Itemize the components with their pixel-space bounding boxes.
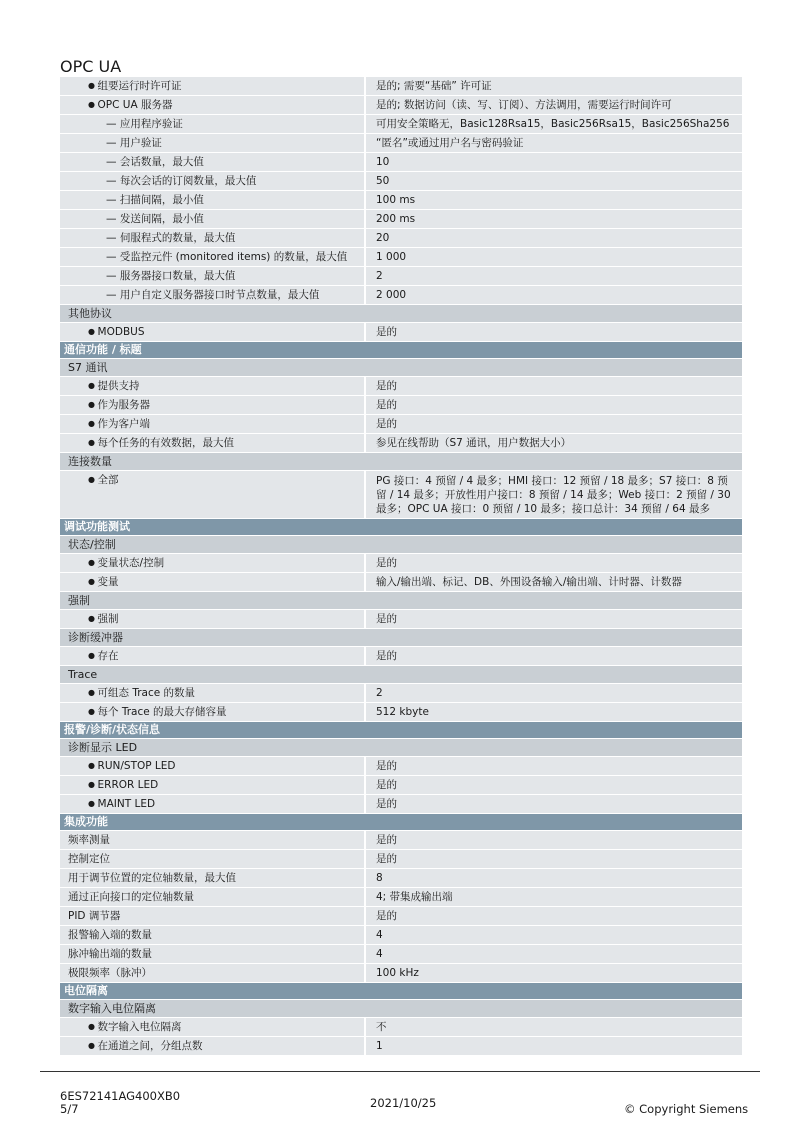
spec-value: PG 接口：4 预留 / 4 最多；HMI 接口：12 预留 / 18 最多；S7 接口：8 预留 / 14 最多；开放性用户接口：8 预留 / 14 最多；Web 接口：2 预留 / 30 最多；OPC UA 接口：0 预留 / 10 最多；接口总计：34 预留 / 64 最多 bbox=[376, 475, 731, 515]
spec-value: 2 bbox=[376, 687, 383, 699]
spec-label: — 服务器接口数量，最大值 bbox=[60, 267, 366, 285]
spec-row bbox=[60, 115, 742, 134]
spec-value: 200 ms bbox=[376, 213, 416, 225]
spec-value: 2 bbox=[376, 270, 383, 282]
subsection-header: 诊断缓冲器 bbox=[60, 629, 742, 647]
spec-value: 100 ms bbox=[376, 194, 416, 206]
spec-row bbox=[60, 757, 742, 776]
spec-row bbox=[60, 573, 742, 592]
spec-label: ● 变量 bbox=[60, 573, 366, 591]
spec-value: 输入/输出端、标记、DB、外围设备输入/输出端、计时器、计数器 bbox=[376, 576, 682, 588]
spec-row bbox=[60, 434, 742, 453]
spec-value: “匿名”或通过用户名与密码验证 bbox=[376, 137, 524, 149]
spec-label: ● 变量状态/控制 bbox=[60, 554, 366, 572]
spec-label: 频率测量 bbox=[60, 831, 366, 849]
footer-divider bbox=[40, 1071, 760, 1072]
spec-row bbox=[60, 554, 742, 573]
spec-value: 是的 bbox=[376, 418, 397, 430]
spec-label: ● MODBUS bbox=[60, 323, 366, 341]
subsection-header: S7 通讯 bbox=[60, 359, 742, 377]
spec-value: 是的 bbox=[376, 650, 397, 662]
spec-value: 是的 bbox=[376, 557, 397, 569]
section-header: 调试功能测试 bbox=[60, 519, 742, 536]
spec-label: 脉冲输出端的数量 bbox=[60, 945, 366, 963]
spec-value: 是的 bbox=[376, 760, 397, 772]
spec-value: 100 kHz bbox=[376, 967, 419, 979]
spec-value: 是的 bbox=[376, 910, 397, 922]
subsection-header: 诊断显示 LED bbox=[60, 739, 742, 757]
spec-label: — 用户自定义服务器接口时节点数量，最大值 bbox=[60, 286, 366, 304]
spec-value: 4; 带集成输出端 bbox=[376, 891, 453, 903]
spec-row bbox=[60, 396, 742, 415]
spec-row bbox=[60, 831, 742, 850]
section-header: 通信功能 / 标题 bbox=[60, 342, 742, 359]
spec-row bbox=[60, 229, 742, 248]
spec-row bbox=[60, 415, 742, 434]
spec-row bbox=[60, 172, 742, 191]
spec-label: — 扫描间隔，最小值 bbox=[60, 191, 366, 209]
spec-label: ● 提供支持 bbox=[60, 377, 366, 395]
spec-label: ● 每个任务的有效数据，最大值 bbox=[60, 434, 366, 452]
spec-row bbox=[60, 77, 742, 96]
spec-label: 报警输入端的数量 bbox=[60, 926, 366, 944]
section-header: OPC UA bbox=[60, 57, 742, 77]
subsection-header: 状态/控制 bbox=[60, 536, 742, 554]
footer-date: 2021/10/25 bbox=[370, 1096, 437, 1110]
spec-label: ● 作为服务器 bbox=[60, 396, 366, 414]
spec-row bbox=[60, 286, 742, 305]
spec-label: — 伺服程式的数量，最大值 bbox=[60, 229, 366, 247]
spec-value: 1 000 bbox=[376, 251, 407, 263]
section-header: 集成功能 bbox=[60, 814, 742, 831]
spec-row bbox=[60, 684, 742, 703]
spec-label: PID 调节器 bbox=[60, 907, 366, 925]
spec-value: 4 bbox=[376, 929, 383, 941]
spec-label: ● 每个 Trace 的最大存储容量 bbox=[60, 703, 366, 721]
spec-row bbox=[60, 1018, 742, 1037]
spec-row bbox=[60, 850, 742, 869]
spec-row bbox=[60, 926, 742, 945]
spec-row bbox=[60, 471, 742, 519]
subsection-header: 其他协议 bbox=[60, 305, 742, 323]
spec-value: 是的 bbox=[376, 399, 397, 411]
spec-label: ● 在通道之间，分组点数 bbox=[60, 1037, 366, 1055]
spec-label: 通过正向接口的定位轴数量 bbox=[60, 888, 366, 906]
spec-value: 是的 bbox=[376, 779, 397, 791]
spec-row bbox=[60, 776, 742, 795]
spec-row bbox=[60, 964, 742, 983]
spec-label: ● 数字输入电位隔离 bbox=[60, 1018, 366, 1036]
spec-label: 用于调节位置的定位轴数量，最大值 bbox=[60, 869, 366, 887]
footer-article-number: 6ES72141AG400XB0 bbox=[60, 1089, 181, 1103]
spec-value: 是的 bbox=[376, 853, 397, 865]
spec-label: ● RUN/STOP LED bbox=[60, 757, 366, 775]
spec-value: 512 kbyte bbox=[376, 706, 429, 718]
spec-row bbox=[60, 267, 742, 286]
subsection-header: Trace bbox=[60, 666, 742, 684]
spec-label: ● 强制 bbox=[60, 610, 366, 628]
subsection-header: 连接数量 bbox=[60, 453, 742, 471]
spec-label: — 应用程序验证 bbox=[60, 115, 366, 133]
spec-value: 是的 bbox=[376, 834, 397, 846]
spec-label: ● ERROR LED bbox=[60, 776, 366, 794]
spec-label: ● 作为客户端 bbox=[60, 415, 366, 433]
subsection-header: 数字输入电位隔离 bbox=[60, 1000, 742, 1018]
spec-row bbox=[60, 888, 742, 907]
spec-label: ● OPC UA 服务器 bbox=[60, 96, 366, 114]
spec-row bbox=[60, 610, 742, 629]
subsection-header: 强制 bbox=[60, 592, 742, 610]
spec-row bbox=[60, 323, 742, 342]
spec-value: 是的; 数据访问（读、写、订阅）、方法调用，需要运行时间许可 bbox=[376, 99, 672, 111]
spec-value: 是的 bbox=[376, 798, 397, 810]
footer-copyright: © Copyright Siemens bbox=[624, 1102, 749, 1116]
spec-row bbox=[60, 907, 742, 926]
spec-label: ● 组要运行时许可证 bbox=[60, 77, 366, 95]
spec-label: — 每次会话的订阅数量，最大值 bbox=[60, 172, 366, 190]
spec-label: ● 存在 bbox=[60, 647, 366, 665]
footer-page-number: 5/7 bbox=[60, 1102, 79, 1116]
spec-label: ● 全部 bbox=[60, 471, 366, 518]
spec-value: 是的 bbox=[376, 380, 397, 392]
spec-value: 是的; 需要“基础” 许可证 bbox=[376, 80, 492, 92]
spec-label: 控制定位 bbox=[60, 850, 366, 868]
spec-row bbox=[60, 795, 742, 814]
spec-label: — 用户验证 bbox=[60, 134, 366, 152]
spec-value: 可用安全策略无，Basic128Rsa15，Basic256Rsa15，Basic256Sha256 bbox=[376, 118, 730, 130]
section-header: 报警/诊断/状态信息 bbox=[60, 722, 742, 739]
spec-label: 极限频率（脉冲） bbox=[60, 964, 366, 982]
spec-row bbox=[60, 647, 742, 666]
spec-value: 1 bbox=[376, 1040, 383, 1052]
spec-table bbox=[60, 57, 742, 1056]
spec-label: ● 可组态 Trace 的数量 bbox=[60, 684, 366, 702]
spec-value: 是的 bbox=[376, 326, 397, 338]
spec-label: — 会话数量，最大值 bbox=[60, 153, 366, 171]
spec-value: 10 bbox=[376, 156, 390, 168]
spec-row bbox=[60, 1037, 742, 1056]
spec-label: — 受监控元件 (monitored items) 的数量，最大值 bbox=[60, 248, 366, 266]
spec-value: 4 bbox=[376, 948, 383, 960]
spec-row bbox=[60, 210, 742, 229]
spec-label: — 发送间隔，最小值 bbox=[60, 210, 366, 228]
spec-value: 8 bbox=[376, 872, 383, 884]
spec-row bbox=[60, 248, 742, 267]
spec-row bbox=[60, 134, 742, 153]
spec-row bbox=[60, 377, 742, 396]
spec-value: 参见在线帮助（S7 通讯，用户数据大小） bbox=[376, 437, 572, 449]
spec-row bbox=[60, 703, 742, 722]
spec-row bbox=[60, 153, 742, 172]
spec-value: 不 bbox=[376, 1021, 387, 1033]
spec-value: 是的 bbox=[376, 613, 397, 625]
section-header: 电位隔离 bbox=[60, 983, 742, 1000]
spec-value: 50 bbox=[376, 175, 390, 187]
spec-row bbox=[60, 191, 742, 210]
spec-value: 20 bbox=[376, 232, 390, 244]
spec-label: ● MAINT LED bbox=[60, 795, 366, 813]
spec-row bbox=[60, 869, 742, 888]
spec-row bbox=[60, 96, 742, 115]
spec-value: 2 000 bbox=[376, 289, 407, 301]
spec-row bbox=[60, 945, 742, 964]
